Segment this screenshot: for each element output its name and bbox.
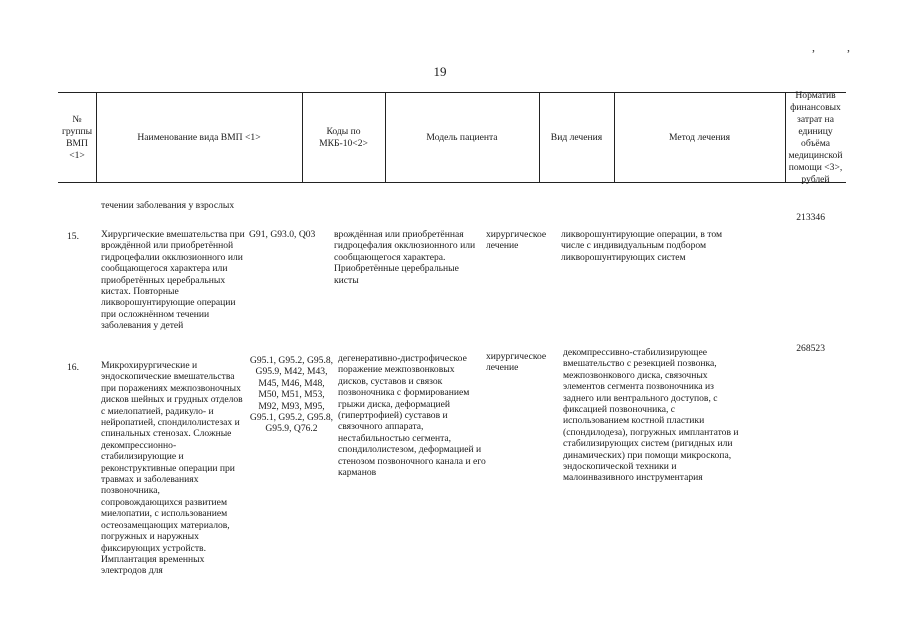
treatment-type-cell: хирургическое лечение — [486, 351, 547, 374]
treatment-type-cell: хирургическое лечение — [486, 229, 547, 252]
header-group-number: № группы ВМП <1> — [61, 113, 93, 161]
patient-model-cell: врождённая или приобретённая гидроцефалия окклюзионного или сообщающегося характера. Приобретённые церебральные кисты — [334, 229, 476, 286]
header-icd-codes: Коды по МКБ-10<2> — [319, 125, 368, 149]
header-financial-norm: Норматив финансовых затрат на единицу объёма медицинской помощи <3>, рублей — [788, 89, 843, 185]
icd-codes-cell: G91, G93.0, Q03 — [249, 229, 316, 240]
financial-norm-cell: 213346 — [796, 212, 825, 223]
treatment-method-cell: ликворошунтирующие операции, в том числе с индивидуальным подбором ликворошунтирующих систем — [561, 229, 723, 263]
continuation-text: течении заболевания у взрослых — [101, 200, 235, 211]
row-number: 16. — [67, 362, 79, 373]
scan-mark: , — [847, 40, 850, 54]
header-vmp-name: Наименование вида ВМП <1> — [137, 131, 261, 143]
scan-mark: , — [812, 40, 815, 54]
row-number: 15. — [67, 231, 79, 242]
patient-model-cell: дегенеративно-дистрофическое поражение межпозвонковых дисков, суставов и связок позвоночника с формированием грыжи диска, деформацией (гипертрофией) суставов и связочного аппарата, нестабильностью сегмента, спондилолистезом, деформацией и стенозом позвоночного канала и его карманов — [338, 353, 486, 479]
header-treatment-type: Вид лечения — [550, 131, 603, 143]
icd-codes-cell: G95.1, G95.2, G95.8, G95.9, M42, M43, M45, M46, M48, M50, M51, M53, M92, M93, M95, G95.1, G95.2, G95.8, G95.9, Q76.2 — [249, 355, 334, 435]
header-treatment-method: Метод лечения — [668, 131, 731, 143]
financial-norm-cell: 268523 — [796, 343, 825, 354]
vmp-name-cell: Хирургические вмешательства при врождённой или приобретённой гидроцефалии окклюзионного или сообщающегося характера или приобретённых церебральных кистах. Повторные ликворошунтирующие операции при осложнённом течении заболевания у детей — [101, 229, 245, 332]
page-number: 19 — [433, 64, 447, 79]
vmp-name-cell: Микрохирургические и эндоскопические вмешательства при поражениях межпозвоночных дисков шейных и грудных отделов с миелопатией, радикуло- и нейропатией, спондилолистезах и спинальных стенозах. Сложные декомпрессионно-стабилизирующие и реконструктивные операции при травмах и заболеваниях позвоночника, сопровождающихся развитием миелопатии, с использованием остеозамещающих материалов, погружных и наружных фиксирующих устройств. Имплантация временных электродов для — [101, 360, 243, 577]
header-patient-model: Модель пациента — [426, 131, 498, 143]
table-header — [58, 89, 846, 185]
treatment-method-cell: декомпрессивно-стабилизирующее вмешательство с резекцией позвонка, межпозвонкового диска, связочных элементов сегмента позвоночника из заднего или вентрального доступов, с фиксацией позвоночника, с использованием костной пластики (спондилодеза), погружных имплантатов и стабилизирующих систем (ригидных или динамических) при помощи микроскопа, эндоскопической техники и малоинвазивного инструментария — [563, 347, 739, 484]
